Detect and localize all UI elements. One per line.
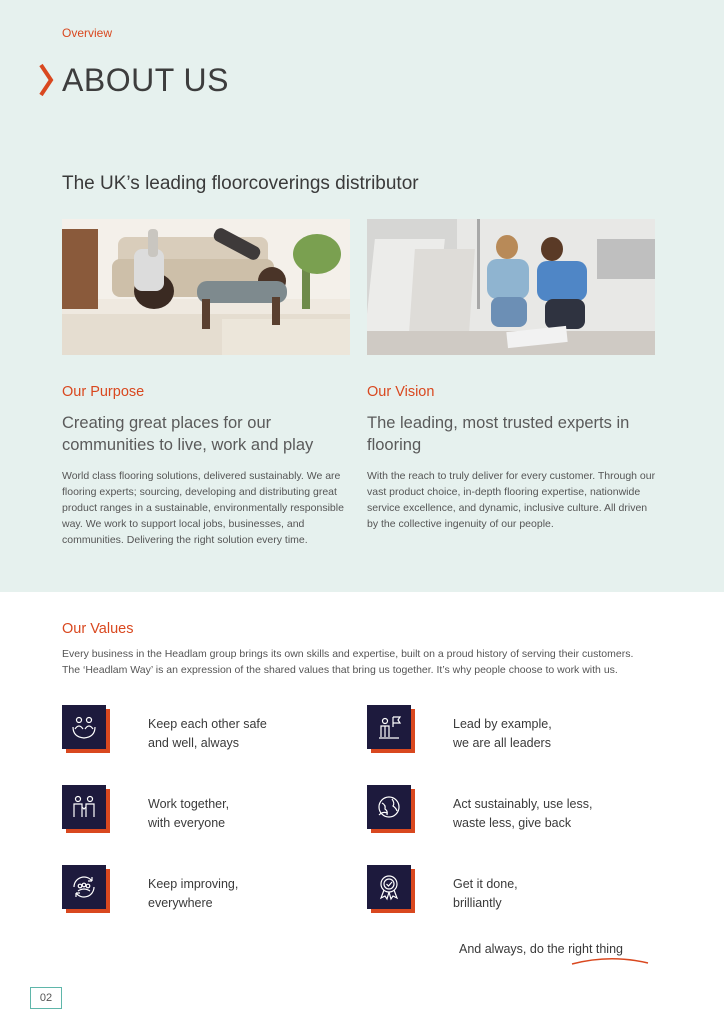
value-item-together [62, 785, 362, 837]
value-line: waste less, give back [453, 816, 572, 830]
value-tile [367, 865, 411, 909]
value-tile [367, 705, 411, 749]
section-label: Overview [62, 26, 113, 40]
page-title: ABOUT US [62, 62, 229, 98]
value-item-safe [62, 705, 362, 757]
improvement-cycle-icon [70, 873, 98, 901]
people-care-icon [70, 713, 98, 741]
vision-section [367, 384, 657, 532]
purpose-lead: Creating great places for our communities to live, work and play [62, 414, 314, 454]
value-line: Keep improving, [148, 877, 239, 891]
value-line: Keep each other safe [148, 717, 267, 731]
chevron-right-icon [38, 63, 54, 97]
tagline-underline [570, 956, 650, 968]
vision-heading: Our Vision [367, 384, 435, 400]
values-heading: Our Values [62, 621, 134, 637]
value-line: and well, always [148, 736, 240, 750]
value-tile [367, 785, 411, 829]
purpose-heading: Our Purpose [62, 384, 145, 400]
page-headline: The UK’s leading floorcoverings distributor [62, 173, 419, 194]
value-item-improving [62, 865, 362, 917]
value-line: Get it done, [453, 877, 518, 891]
value-line: Lead by example, [453, 717, 552, 731]
value-tile [62, 865, 106, 909]
value-line: we are all leaders [453, 736, 551, 750]
vision-lead: The leading, most trusted experts in flooring [367, 414, 630, 454]
award-rosette-icon [375, 873, 403, 901]
values-intro: Every business in the Headlam group brings its own skills and expertise, built on a proud history of serving their customers. The ‘Headlam Way’ is an expression of the shared values that bring us together. It’s why people choose to work with us. [62, 648, 634, 676]
value-line: Work together, [148, 797, 230, 811]
value-tile [62, 785, 106, 829]
value-line: with everyone [148, 816, 226, 830]
value-tile [62, 705, 106, 749]
value-line: Act sustainably, use less, [453, 797, 593, 811]
value-item-lead [367, 705, 667, 757]
flooring-experts-photo [367, 219, 655, 355]
value-line: brilliantly [453, 896, 502, 910]
vision-body: With the reach to truly deliver for every customer. Through our vast product choice, in-depth flooring expertise, nationwide service excellence, and dynamic, inclusive culture. All driven by the collective ingenuity of our people. [367, 470, 656, 530]
value-item-sustainable [367, 785, 667, 837]
value-item-done [367, 865, 667, 917]
purpose-body: World class flooring solutions, delivered sustainably. We are flooring experts; sourcing, developing and distributing great product ranges in a sustainable, environmentally responsible way. We work to support local jobs, businesses, and communities. Delivering the right solution every time. [62, 470, 344, 546]
values-tagline: And always, do the right thing [459, 942, 623, 956]
page-number: 02 [30, 987, 62, 1009]
globe-leaf-icon [375, 793, 403, 821]
purpose-section [62, 384, 352, 548]
teamwork-icon [70, 793, 98, 821]
family-exercise-photo [62, 219, 350, 355]
leader-flag-icon [375, 713, 403, 741]
value-line: everywhere [148, 896, 213, 910]
